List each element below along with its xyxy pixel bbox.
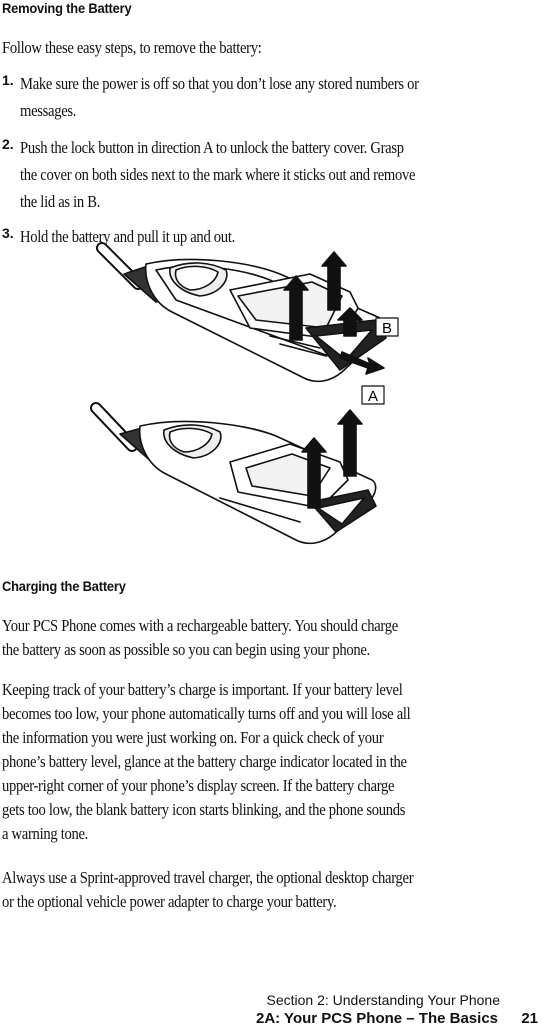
- step-line: the cover on both sides next to the mark where it sticks out and remove: [20, 165, 416, 184]
- paragraph-line: phone’s battery level, glance at the battery charge indicator located in the: [2, 752, 407, 771]
- step-number: 3.: [2, 225, 14, 241]
- paragraph-line: becomes too low, your phone automatically turns off and you will lose all: [2, 704, 411, 723]
- phone-battery-illustration: [96, 408, 376, 543]
- charging-paragraph-1: [2, 614, 542, 662]
- removing-heading: Removing the Battery: [2, 0, 132, 16]
- paragraph-line: Your PCS Phone comes with a rechargeable battery. You should charge: [2, 616, 398, 635]
- footer-chapter-title: 2A: Your PCS Phone – The Basics: [255, 1010, 498, 1027]
- step-line: Make sure the power is off so that you don’t lose any stored numbers or: [20, 74, 419, 93]
- step-line: Hold the battery and pull it up and out.: [20, 227, 235, 246]
- paragraph-line: gets too low, the blank battery icon starts blinking, and the phone sounds: [2, 800, 406, 819]
- label-b: B: [381, 320, 393, 337]
- battery-removal-illustration: [80, 240, 410, 570]
- intro-line: Follow these easy steps, to remove the battery:: [2, 38, 262, 57]
- removing-intro: [2, 36, 542, 60]
- paragraph-line: the battery as soon as possible so you can begin using your phone.: [2, 640, 370, 659]
- step-line: messages.: [20, 101, 77, 120]
- charging-heading: Charging the Battery: [2, 578, 126, 594]
- charging-paragraph-3: [2, 866, 542, 914]
- paragraph-line: or the optional vehicle power adapter to charge your battery.: [2, 892, 337, 911]
- footer-section-title: Section 2: Understanding Your Phone: [266, 992, 500, 1008]
- paragraph-line: the information you were just working on. For a quick check of your: [2, 728, 384, 747]
- step-number: 2.: [2, 136, 14, 152]
- charging-paragraph-2: [2, 678, 542, 846]
- paragraph-line: a warning tone.: [2, 824, 89, 843]
- label-a: A: [367, 388, 379, 405]
- step-line: Push the lock button in direction A to unlock the battery cover. Grasp: [20, 138, 404, 157]
- paragraph-line: upper-right corner of your phone’s display screen. If the battery charge: [2, 776, 395, 795]
- paragraph-line: Always use a Sprint-approved travel charger, the optional desktop charger: [2, 868, 414, 887]
- step-line: the lid as in B.: [20, 192, 101, 211]
- step-number: 1.: [2, 72, 14, 88]
- page-number: 21: [521, 1010, 538, 1027]
- paragraph-line: Keeping track of your battery’s charge is important. If your battery level: [2, 680, 403, 699]
